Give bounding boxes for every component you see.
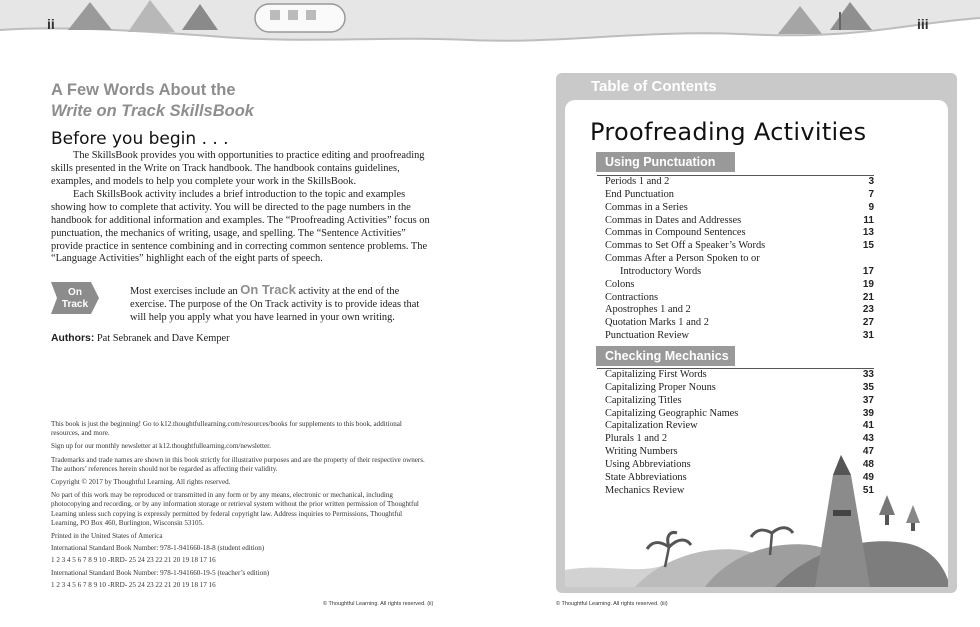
group-tab-mechanics: Checking Mechanics [596, 346, 735, 366]
toc-entry-page: 23 [862, 304, 874, 316]
intro-paragraph-2: Each SkillsBook activity includes a brief introduction to the topic and examples showing how to complete that activity. You will be directed to the page numbers in the handbook for additional information and examples. The “Proofreading Activities” focus on punctuation, the mechanics of writing, usage, and spelling. The “Sentence Activities” provide practice in sentence combining and in correcting common sentence problems. The “Language Activities” highlight each of the eight parts of speech. [51, 189, 430, 265]
toc-entry-page: 19 [862, 278, 874, 290]
toc-entry[interactable] [605, 395, 874, 408]
toc-entry-page: 33 [862, 369, 874, 380]
toc-entry-page: 48 [862, 458, 874, 470]
section-title: Proofreading Activities [590, 118, 867, 146]
toc-entry-title: Commas After a Person Spoken to or [605, 253, 760, 265]
toc-entry-title: Writing Numbers [605, 446, 678, 458]
authors-names: Pat Sebranek and Dave Kemper [96, 333, 230, 344]
before-you-begin-heading: Before you begin . . . [51, 129, 229, 149]
footer-left: © Thoughtful Learning. All rights reserved. (ii) [323, 601, 434, 607]
toc-entry-page: 43 [862, 433, 874, 445]
toc-entry-title: State Abbreviations [605, 471, 687, 483]
fine-print-item: This book is just the beginning! Go to k12.thoughtfullearning.com/resources/books for supplements to this book, additional resources, and more. [51, 420, 402, 438]
toc-entry-page: 41 [862, 420, 874, 432]
printing-line: 1 2 3 4 5 6 7 8 9 10 -RRD- 25 24 23 22 21 20 19 18 17 16 [51, 580, 216, 589]
on-track-badge-icon [51, 282, 99, 314]
toc-entry-page: 37 [862, 394, 874, 406]
toc-entry-page: 7 [868, 188, 874, 200]
toc-entry-title: Punctuation Review [605, 330, 689, 342]
toc-entry-title: Capitalizing Geographic Names [605, 407, 739, 419]
on-track-text-after: activity at the end of the exercise. The purpose of the On Track activity is to provide ideas that will help you apply what you have learned in your own writing. [130, 286, 420, 323]
toc-entry-title: Apostrophes 1 and 2 [605, 304, 691, 316]
header-illustration [0, 0, 980, 52]
on-track-inline-label: On Track [240, 282, 296, 297]
toc-entry-page: 11 [863, 214, 874, 226]
fine-print-item: Copyright © 2017 by Thoughtful Learning. All rights reserved. [51, 478, 231, 487]
toc-entry-title: Commas to Set Off a Speaker’s Words [605, 240, 766, 252]
authors-label: Authors: [51, 333, 95, 344]
toc-entry[interactable] [605, 382, 874, 395]
toc-title: Table of Contents [591, 78, 717, 95]
toc-entry-title: Introductory Words [620, 265, 702, 277]
toc-entry[interactable] [605, 227, 874, 240]
toc-entry-title: Mechanics Review [605, 484, 685, 496]
toc-entry-title: Commas in Compound Sentences [605, 227, 746, 239]
intro-paragraph-1: The SkillsBook provides you with opportunities to practice editing and proofreading skills presented in the Write on Track handbook. The handbook contains guidelines, examples, and models to help you complete your work in the SkillsBook. [51, 150, 425, 187]
printing-line: 1 2 3 4 5 6 7 8 9 10 -RRD- 25 24 23 22 21 20 19 18 17 16 [51, 556, 216, 565]
footer-right: © Thoughtful Learning. All rights reserved. (iii) [556, 601, 668, 607]
toc-entry-page: 47 [862, 446, 874, 458]
toc-entry[interactable] [605, 408, 874, 421]
toc-entry[interactable] [605, 266, 874, 279]
toc-entry-title: Commas in a Series [605, 201, 688, 213]
toc-entry-title: Colons [605, 278, 635, 290]
toc-entry-page: 13 [862, 227, 874, 239]
authors-line [51, 333, 230, 344]
toc-entry[interactable] [605, 292, 874, 305]
fine-print-item: Trademarks and trade names are shown in this book strictly for illustrative purposes and are the property of their respective owners. The authors’ references herein should not be regarded as affecting their validity. [51, 455, 425, 473]
page-number-right: iii [917, 16, 929, 32]
toc-entry-page: 17 [862, 265, 874, 277]
left-page-intro [51, 80, 441, 266]
toc-entry-page: 3 [868, 176, 874, 187]
landscape-illustration [565, 455, 948, 587]
toc-entry-title: Capitalizing Proper Nouns [605, 381, 716, 393]
copyright-fine-print [51, 420, 431, 593]
toc-entry-title: Capitalization Review [605, 420, 698, 432]
toc-entry-title: Quotation Marks 1 and 2 [605, 317, 709, 329]
fine-print-item: Sign up for our monthly newsletter at k12.thoughtfullearning.com/newsletter. [51, 442, 271, 451]
toc-entry[interactable] [605, 420, 874, 433]
toc-entry-page: 31 [862, 330, 874, 342]
toc-entry-title: Capitalizing First Words [605, 369, 707, 380]
toc-entry[interactable] [605, 369, 874, 382]
toc-entry-page: 21 [862, 291, 874, 303]
toc-entry[interactable] [605, 304, 874, 317]
toc-entry-title: Capitalizing Titles [605, 394, 682, 406]
intro-heading: A Few Words About the [51, 81, 236, 99]
fine-print-item: No part of this work may be reproduced or transmitted in any form or by any means, electronic or mechanical, including photocopying and recording, or by any information storage or retrieval system without the prior written permission of Thoughtful Learning unless such copying is expressly permitted by federal copyright law. Address inquiries to Permissions, Thoughtful Learning, PO Box 460, Burlington, Wisconsin 53105. [51, 491, 419, 527]
toc-entry-page: 27 [862, 317, 874, 329]
toc-entry[interactable] [605, 433, 874, 446]
page-number-left: ii [47, 16, 55, 32]
toc-entry-title: Periods 1 and 2 [605, 176, 670, 187]
on-track-badge-line1: On [68, 287, 82, 298]
toc-entry[interactable] [605, 215, 874, 228]
on-track-badge-line2: Track [61, 299, 89, 310]
toc-entry-title: Plurals 1 and 2 [605, 433, 668, 445]
toc-entry-page: 51 [862, 484, 874, 496]
toc-entry[interactable] [605, 240, 874, 253]
toc-entry[interactable] [605, 189, 874, 202]
toc-entry-page: 35 [862, 381, 874, 393]
isbn-student: International Standard Book Number: 978-1-941660-18-8 (student edition) [51, 544, 265, 553]
toc-list-punctuation [605, 176, 874, 343]
toc-entry-title: Commas in Dates and Addresses [605, 214, 742, 226]
group-tab-punctuation: Using Punctuation [596, 152, 735, 172]
on-track-text-before: Most exercises include an [130, 286, 238, 297]
toc-entry-title: Contractions [605, 291, 659, 303]
toc-entry[interactable] [605, 330, 874, 343]
toc-entry[interactable] [605, 317, 874, 330]
toc-entry-page: 9 [868, 201, 874, 213]
toc-entry[interactable] [605, 176, 874, 189]
intro-heading-book-title: Write on Track SkillsBook [51, 102, 254, 120]
toc-entry[interactable] [605, 202, 874, 215]
toc-entry-page: 15 [862, 240, 874, 252]
toc-entry[interactable] [605, 279, 874, 292]
toc-entry-page: 39 [862, 407, 874, 419]
on-track-description [130, 284, 430, 324]
toc-entry-page: 49 [862, 471, 874, 483]
toc-entry-title: End Punctuation [605, 188, 674, 200]
toc-entry[interactable] [605, 253, 874, 266]
printed-in: Printed in the United States of America [51, 532, 163, 541]
isbn-teacher: International Standard Book Number: 978-1-941660-19-5 (teacher’s edition) [51, 568, 270, 577]
toc-entry-title: Using Abbreviations [605, 458, 691, 470]
